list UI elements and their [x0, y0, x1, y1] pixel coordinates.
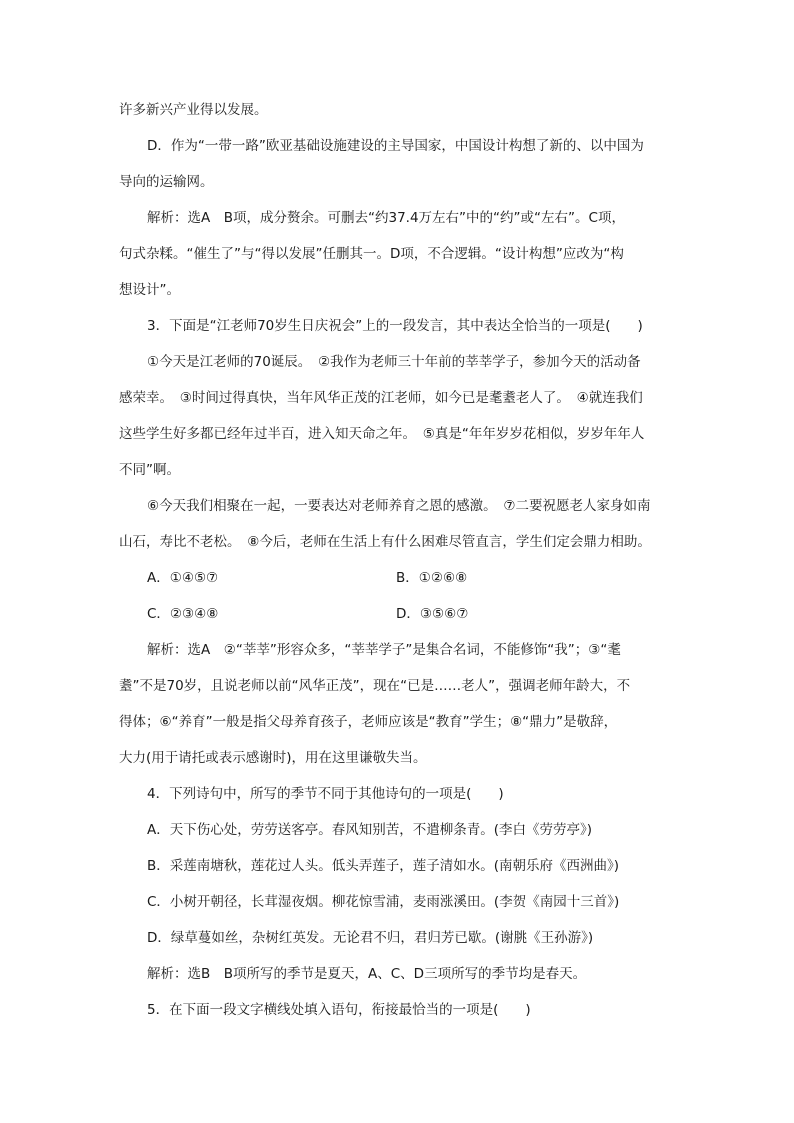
text-line: 大力(用于请托或表示感谢时)，用在这里谦敬失当。 — [119, 750, 427, 766]
option-d: D．绿草蔓如丝，杂树红英发。无论君不归，君归芳已歇。(谢朓《王孙游》) — [147, 930, 594, 946]
text-line: 句式杂糅。“催生了”与“得以发展”任删其一。D项，不合逻辑。“设计构想”应改为“构 — [119, 246, 624, 262]
passage-line: 感荣幸。 ③时间过得真快，当年风华正茂的江老师，如今已是耄耋老人了。 ④就连我们 — [119, 390, 643, 406]
passage-line: ⑥今天我们相聚在一起，一要表达对老师养育之恩的感激。 ⑦二要祝愿老人家身如南 — [147, 498, 651, 514]
text-line: 耋”不是70岁，且说老师以前“风华正茂”，现在“已是……老人”，强调老师年龄大，不 — [119, 678, 631, 694]
analysis-line: 解析：选A B项，成分赘余。可删去“约37.4万左右”中的“约”或“左右”。C项， — [147, 210, 625, 226]
option-d-line: D．作为“一带一路”欧亚基础设施建设的主导国家，中国设计构想了新的、以中国为 — [147, 138, 644, 154]
option-a: A．天下伤心处，劳劳送客亭。春风知别苦，不遣柳条青。(李白《劳劳亭》) — [147, 822, 593, 838]
option-d: D．③⑤⑥⑦ — [396, 606, 469, 622]
option-b: B．采莲南塘秋，莲花过人头。低头弄莲子，莲子清如水。(南朝乐府《西洲曲》) — [147, 858, 620, 874]
passage-line: 不同”啊。 — [119, 462, 180, 478]
passage-line: 山石，寿比不老松。 ⑧今后，老师在生活上有什么困难尽管直言，学生们定会鼎力相助。 — [119, 534, 651, 550]
option-c: C．小树开朝径，长茸湿夜烟。柳花惊雪浦，麦雨涨溪田。(李贺《南园十三首》) — [147, 894, 620, 910]
passage-line: ①今天是江老师的70诞辰。 ②我作为老师三十年前的莘莘学子，参加今天的活动备 — [147, 354, 641, 370]
option-c: C．②③④⑧ — [147, 606, 219, 622]
text-line: 想设计”。 — [119, 282, 180, 298]
analysis-line: 解析：选A ②“莘莘”形容众多，“莘莘学子”是集合名词，不能修饰“我”；③“耄 — [147, 642, 621, 658]
text-line: 得体；⑥“养育”一般是指父母养育孩子，老师应该是“教育”学生；⑧“鼎力”是敬辞， — [119, 714, 618, 730]
question-3-title: 3．下面是“江老师70岁生日庆祝会”上的一段发言，其中表达全恰当的一项是( ) — [147, 318, 643, 334]
question-5-title: 5．在下面一段文字横线处填入语句，衔接最恰当的一项是( ) — [147, 1002, 531, 1018]
option-b: B．①②⑥⑧ — [396, 570, 468, 586]
text-line: 导向的运输网。 — [119, 174, 214, 190]
question-4-title: 4．下列诗句中，所写的季节不同于其他诗句的一项是( ) — [147, 786, 504, 802]
text-line: 许多新兴产业得以发展。 — [119, 102, 268, 118]
passage-line: 这些学生好多都已经年过半百，进入知天命之年。 ⑤真是“年年岁岁花相似，岁岁年年人 — [119, 426, 645, 442]
option-a: A．①④⑤⑦ — [147, 570, 219, 586]
analysis-line: 解析：选B B项所写的季节是夏天，A、C、D三项所写的季节均是春天。 — [147, 966, 587, 982]
